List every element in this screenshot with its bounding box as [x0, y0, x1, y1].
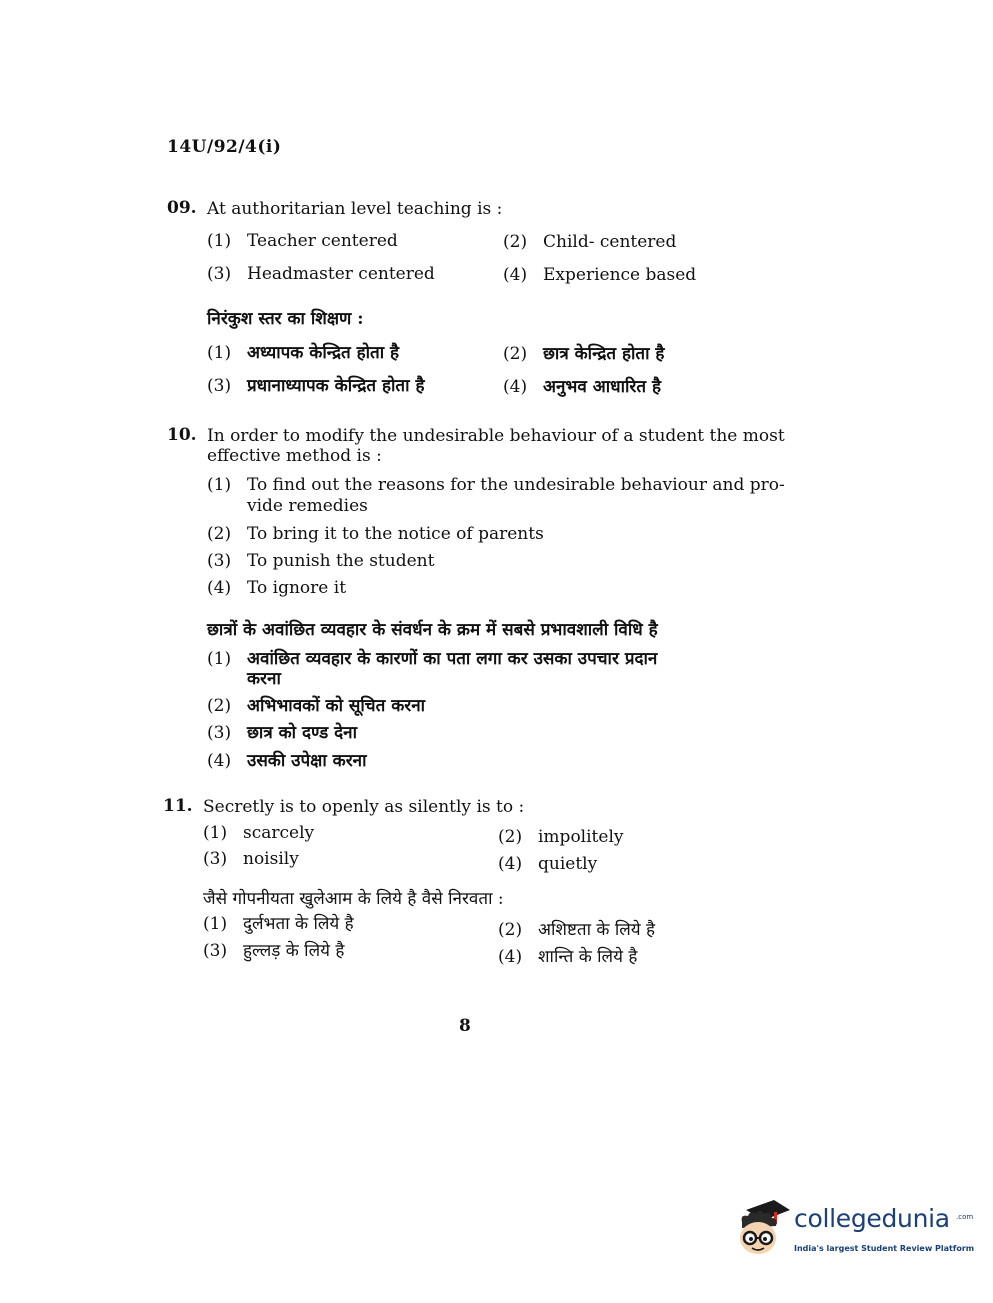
option-1-hindi-continued — [247, 666, 281, 689]
option-number: (3) — [203, 849, 228, 869]
option-text: दुर्लभता के लिये है — [243, 914, 354, 934]
mascot-icon — [734, 1196, 792, 1264]
question-text-english-line-2: effective method is : — [207, 446, 382, 466]
option-3-english — [207, 264, 435, 284]
paper-code: 14U/92/4(i) — [167, 137, 282, 157]
option-number: (1) — [207, 475, 232, 495]
question-text-hindi: निरंकुश स्तर का शिक्षण : — [207, 309, 364, 329]
option-4-english — [207, 578, 346, 598]
option-text: To find out the reasons for the undesirable behaviour and pro- — [247, 475, 785, 495]
option-2-english — [503, 232, 676, 252]
question-text-hindi: छात्रों के अवांछित व्यवहार के संवर्धन के क्रम में सबसे प्रभावशाली विधि है — [207, 620, 658, 640]
question-text-english: At authoritarian level teaching is : — [207, 199, 503, 219]
option-text: छात्र केन्द्रित होता है — [543, 344, 665, 364]
option-3-hindi — [207, 720, 357, 743]
option-4-hindi — [503, 374, 661, 397]
option-text: शान्ति के लिये है — [538, 947, 638, 967]
option-1-english-continued: vide remedies — [247, 496, 368, 516]
option-number: (2) — [207, 524, 232, 544]
option-4-english — [503, 265, 696, 285]
option-3-hindi — [207, 373, 424, 396]
question-text-english: Secretly is to openly as silently is to : — [203, 797, 525, 817]
option-4-english — [498, 854, 597, 874]
option-number: (1) — [203, 914, 228, 934]
option-number: (1) — [207, 649, 232, 669]
option-number: (4) — [503, 377, 528, 397]
option-3-hindi — [203, 938, 344, 961]
option-text: अवांछित व्यवहार के कारणों का पता लगा कर उसका उपचार प्रदान — [247, 649, 658, 669]
option-text: To ignore it — [247, 578, 347, 598]
option-text: अध्यापक केन्द्रित होता है — [247, 343, 400, 363]
option-number: (1) — [207, 343, 232, 363]
option-number: (2) — [207, 696, 232, 716]
option-text: Teacher centered — [247, 231, 398, 251]
option-text: उसकी उपेक्षा करना — [247, 751, 367, 771]
option-3-english — [207, 551, 434, 571]
option-number: (3) — [207, 376, 232, 396]
option-number: (4) — [207, 578, 232, 598]
collegedunia-logo[interactable] — [734, 1196, 975, 1264]
option-number: (1) — [207, 231, 232, 251]
option-1-hindi — [203, 911, 354, 934]
option-text: Child- centered — [543, 232, 677, 252]
option-4-hindi — [498, 944, 637, 967]
option-1-english — [207, 231, 398, 251]
logo-tagline: India's largest Student Review Platform — [794, 1244, 975, 1253]
logo-domain: .com — [956, 1213, 974, 1221]
option-text: quietly — [538, 854, 598, 874]
option-number: (1) — [203, 823, 228, 843]
option-text: Headmaster centered — [247, 264, 435, 284]
option-text: impolitely — [538, 827, 624, 847]
option-number: (4) — [498, 947, 523, 967]
page-number: 8 — [459, 1016, 471, 1036]
option-number: (2) — [503, 232, 528, 252]
option-2-english — [498, 827, 623, 847]
option-number: (4) — [503, 265, 528, 285]
option-number: (4) — [498, 854, 523, 874]
option-4-hindi — [207, 748, 367, 771]
logo-wordmark: collegedunia — [794, 1204, 950, 1233]
option-2-hindi — [498, 917, 655, 940]
option-text: अशिष्टता के लिये है — [538, 920, 656, 940]
option-number: (2) — [498, 827, 523, 847]
option-1-english — [203, 823, 314, 843]
option-text: करना — [247, 669, 281, 689]
question-number: 11. — [163, 796, 193, 816]
question-text-english-line-1: In order to modify the undesirable behaviour of a student the most — [207, 426, 785, 446]
option-2-hindi — [503, 341, 664, 364]
option-text: छात्र को दण्ड देना — [247, 723, 357, 743]
question-text-hindi: जैसे गोपनीयता खुलेआम के लिये है वैसे निरवता : — [203, 889, 504, 909]
option-2-hindi — [207, 693, 425, 716]
option-number: (3) — [207, 264, 232, 284]
question-number: 10. — [167, 425, 197, 445]
option-text: noisily — [243, 849, 299, 869]
option-1-english — [207, 475, 785, 495]
option-text: प्रधानाध्यापक केन्द्रित होता है — [247, 376, 425, 396]
option-2-english — [207, 524, 544, 544]
option-number: (3) — [203, 941, 228, 961]
option-text: To bring it to the notice of parents — [247, 524, 544, 544]
question-number: 09. — [167, 198, 197, 218]
option-number: (2) — [503, 344, 528, 364]
option-text: Experience based — [543, 265, 697, 285]
option-text: scarcely — [243, 823, 315, 843]
option-number: (2) — [498, 920, 523, 940]
option-text: अभिभावकों को सूचित करना — [247, 696, 426, 716]
option-text: To punish the student — [247, 551, 435, 571]
option-number: (3) — [207, 551, 232, 571]
option-number: (3) — [207, 723, 232, 743]
option-text: हुल्लड़ के लिये है — [243, 941, 345, 961]
option-number: (4) — [207, 751, 232, 771]
option-1-hindi — [207, 340, 399, 363]
option-text: अनुभव आधारित है — [543, 377, 661, 397]
option-3-english — [203, 849, 299, 869]
